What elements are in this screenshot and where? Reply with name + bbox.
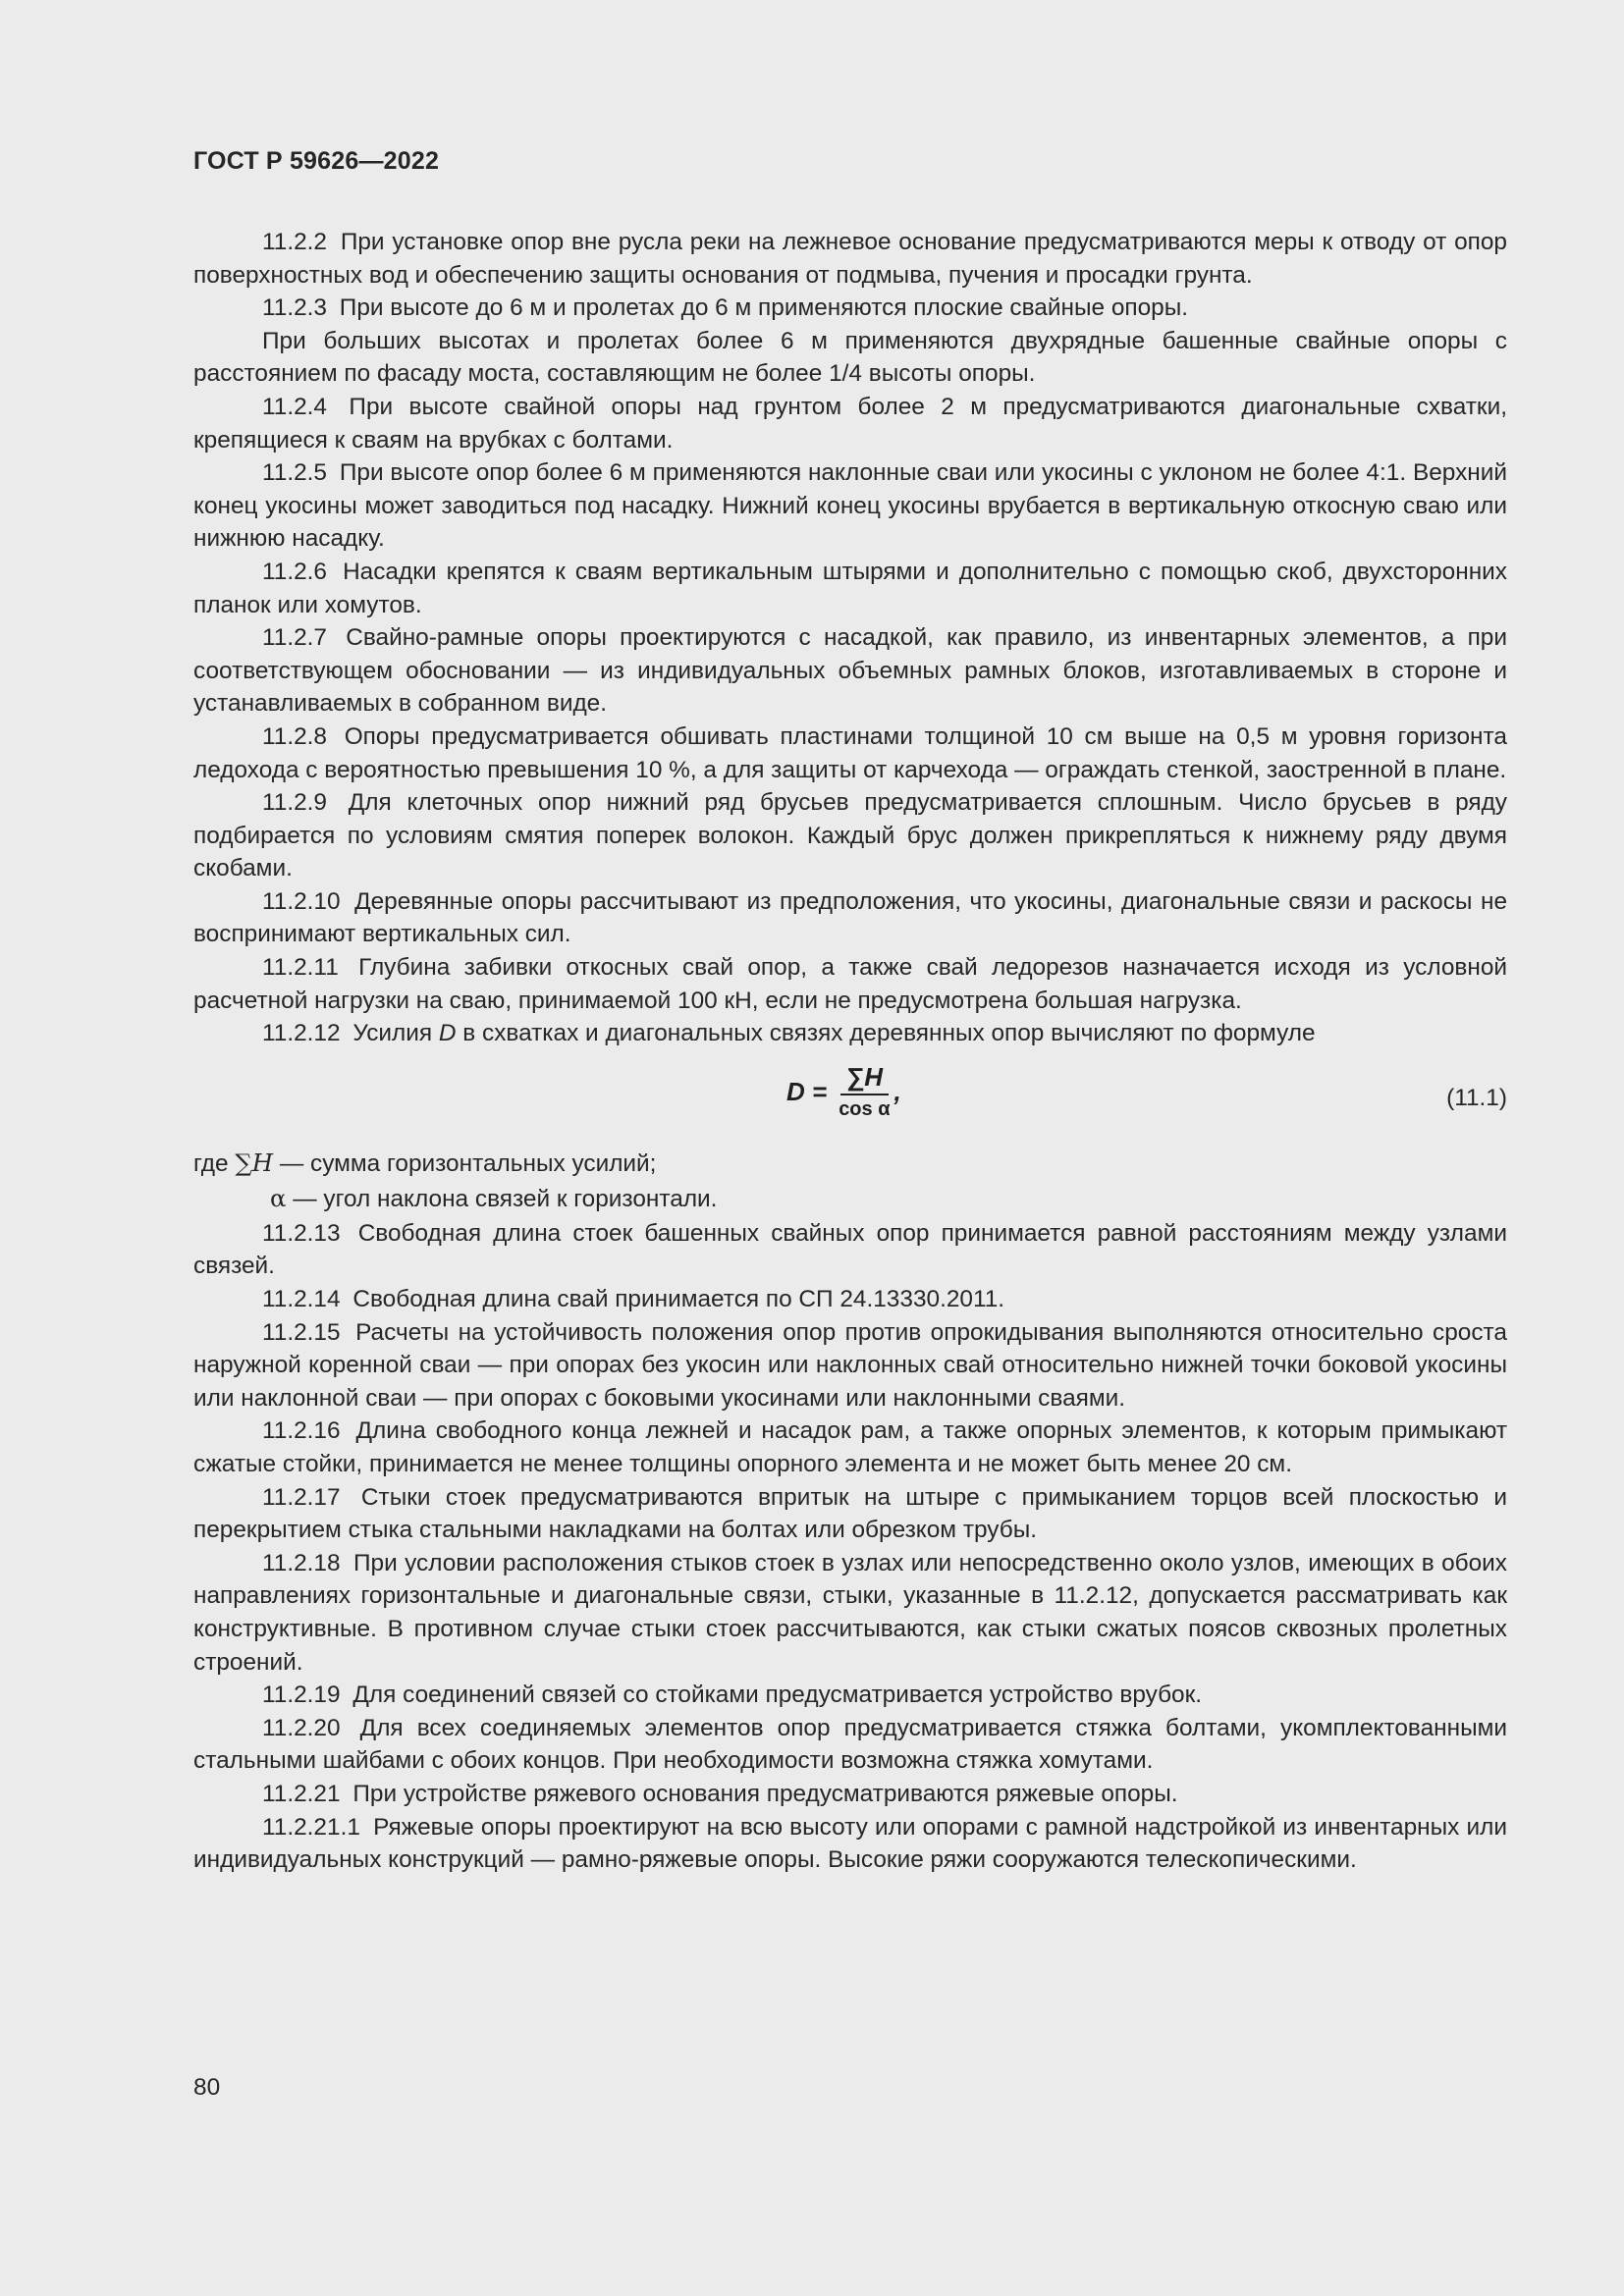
- paragraphs-block-a: [193, 226, 1507, 1017]
- paragraph: [193, 1316, 1507, 1415]
- paragraph: [193, 1712, 1507, 1778]
- clause-number: 11.2.21: [262, 1780, 341, 1807]
- clause-text: Глубина забивки откосных свай опор, а также свай ледорезов назначается исходя из условной расчетной нагрузки на сваю, принимаемой 100 кН, если не предусмотрена большая нагрузка.: [193, 954, 1508, 1014]
- clause-number: 11.2.20: [262, 1714, 341, 1741]
- paragraph: [193, 721, 1507, 786]
- clause-number: 11.2.11: [262, 954, 339, 982]
- clause-text: Свайно-рамные опоры проектируются с насадкой, как правило, из инвентарных элементов, а при соответствующем обосновании — из индивидуальных объемных рамных блоков, изготавливаемых в стороне и устанавливаемых в собранном виде.: [193, 624, 1507, 718]
- clause-number: 11.2.5: [262, 459, 328, 487]
- paragraph: [193, 1415, 1507, 1480]
- formula-lhs: D =: [786, 1077, 828, 1107]
- paragraph: [193, 292, 1507, 325]
- legend-prefix: где: [193, 1149, 229, 1177]
- clause-text: При высоте опор более 6 м применяются наклонные сваи или укосины с уклоном не более 4:1. Верхний конец укосины может заводиться под насадку. Нижний конец укосины врубается в вертикальную откосную сваю или нижнюю насадку.: [193, 459, 1507, 553]
- paragraph: [193, 1547, 1507, 1679]
- paragraphs-block-b: [193, 1217, 1507, 1877]
- paragraph: [193, 786, 1507, 885]
- formula-denominator: cos α: [839, 1097, 891, 1120]
- formula-comma: ,: [893, 1077, 901, 1107]
- variable-d: D: [438, 1020, 457, 1047]
- paragraph: [193, 391, 1507, 456]
- document-body: [193, 226, 1507, 1877]
- clause-text: Насадки крепятся к сваям вертикальным штырями и дополнительно с помощью скоб, двухсторонних планок или хомутов.: [193, 558, 1508, 618]
- clause-number: 11.2.6: [262, 558, 328, 585]
- clause-text: При установке опор вне русла реки на лежневое основание предусматриваются меры к отводу от опор поверхностных вод и обеспечению защиты основания от подмыва, пучения и просадки грунта.: [193, 229, 1507, 289]
- clause-text: Свободная длина стоек башенных свайных опор принимается равной расстояниям между узлами связей.: [193, 1219, 1507, 1280]
- formula-expression: [786, 1062, 901, 1123]
- clause-number: 11.2.19: [262, 1682, 341, 1709]
- clause-text: Для всех соединяемых элементов опор предусматривается стяжка болтами, укомплектованными стальными шайбами с обоих концов. При необходимости возможна стяжка хомутами.: [193, 1714, 1507, 1775]
- paragraph: [193, 325, 1507, 391]
- legend-symbol: ∑H: [235, 1148, 274, 1177]
- paragraph: [193, 1811, 1507, 1877]
- paragraph: [193, 1679, 1507, 1712]
- paragraph: [193, 556, 1507, 621]
- paragraph: [193, 1778, 1507, 1811]
- paragraph: [193, 1481, 1507, 1547]
- clause-number: 11.2.4: [262, 393, 328, 420]
- clause-number: 11.2.7: [262, 624, 328, 652]
- clause-number: 11.2.13: [262, 1219, 341, 1247]
- clause-text: Свободная длина свай принимается по СП 24.13330.2011.: [352, 1286, 1005, 1313]
- paragraph: [193, 456, 1507, 556]
- formula-11-1: [193, 1050, 1507, 1147]
- paragraph: [193, 885, 1507, 951]
- paragraph: [193, 1217, 1507, 1283]
- page-number: 80: [193, 2074, 221, 2101]
- clause-text: Усилия: [352, 1020, 433, 1047]
- paragraph: [193, 1283, 1507, 1316]
- legend-symbol: α: [270, 1183, 287, 1212]
- clause-text: Ряжевые опоры проектируют на всю высоту или опорами с рамной надстройкой из инвентарных или индивидуальных конструкций — рамно-ряжевые опоры. Высокие ряжи сооружаются телескопическими.: [193, 1813, 1507, 1874]
- clause-number: 11.2.8: [262, 722, 328, 750]
- legend-text: — сумма горизонтальных усилий;: [279, 1149, 657, 1177]
- clause-text: При больших высотах и пролетах более 6 м применяются двухрядные башенные свайные опоры с расстоянием по фасаду моста, составляющим не более 1/4 высоты опоры.: [193, 327, 1507, 388]
- clause-text: Для клеточных опор нижний ряд брусьев предусматривается сплошным. Число брусьев в ряду подбирается по условиям смятия поперек волокон. Каждый брус должен прикрепляться к нижнему ряду двумя скобами.: [193, 789, 1508, 882]
- formula-numerator: ∑H: [840, 1062, 889, 1095]
- paragraph-11-2-12: [193, 1017, 1507, 1050]
- formula-fraction: [839, 1062, 890, 1123]
- clause-text: Стыки стоек предусматриваются впритык на штыре с примыканием торцов всей плоскостью и перекрытием стыка стальными накладками на болтах или обрезком трубы.: [193, 1483, 1508, 1544]
- legend-text: — угол наклона связей к горизонтали.: [293, 1185, 718, 1212]
- clause-number: 11.2.17: [262, 1483, 341, 1511]
- clause-number: 11.2.3: [262, 294, 328, 322]
- clause-number: 11.2.15: [262, 1318, 341, 1346]
- paragraph: [193, 226, 1507, 292]
- clause-text: Деревянные опоры рассчитывают из предположения, что укосины, диагональные связи и раскосы не воспринимают вертикальных сил.: [193, 887, 1508, 948]
- clause-text: При условии расположения стыков стоек в узлах или непосредственно около узлов, имеющих в обоих направлениях горизонтальные и диагональные связи, стыки, указанные в 11.2.12, допускается рассматривать как конструктивные. В противном случае стыки стоек рассчитываются, как стыки сжатых поясов сквозных пролетных строений.: [193, 1549, 1508, 1676]
- clause-number: 11.2.9: [262, 789, 328, 817]
- legend-line-sum-h: [193, 1147, 656, 1181]
- clause-number: 11.2.16: [262, 1417, 341, 1445]
- clause-text: При высоте свайной опоры над грунтом более 2 м предусматриваются диагональные схватки, крепящиеся к сваям на врубках с болтами.: [193, 393, 1507, 454]
- clause-text: Длина свободного конца лежней и насадок рам, а также опорных элементов, к которым примыкают сжатые стойки, принимается не менее толщины опорного элемента и не может быть менее 20 см.: [193, 1417, 1508, 1477]
- clause-number: 11.2.10: [262, 887, 341, 915]
- paragraph: [193, 621, 1507, 721]
- clause-text: При устройстве ряжевого основания предусматриваются ряжевые опоры.: [352, 1780, 1178, 1807]
- paragraph: [193, 951, 1507, 1017]
- legend-line-alpha: [270, 1182, 717, 1216]
- standard-header: ГОСТ Р 59626—2022: [193, 147, 440, 175]
- clause-text: Для соединений связей со стойками предусматривается устройство врубок.: [352, 1682, 1203, 1709]
- formula-number: (11.1): [1446, 1084, 1507, 1111]
- formula-legend: [193, 1147, 1507, 1217]
- clause-number: 11.2.18: [262, 1549, 341, 1576]
- clause-text: При высоте до 6 м и пролетах до 6 м применяются плоские свайные опоры.: [339, 294, 1189, 322]
- clause-number: 11.2.14: [262, 1286, 341, 1313]
- clause-text: Опоры предусматривается обшивать пластинами толщиной 10 см выше на 0,5 м уровня горизонта ледохода с вероятностью превышения 10 %, а для защиты от карчехода — ограждать стенкой, заостренной в плане.: [193, 722, 1507, 783]
- clause-number: 11.2.2: [262, 229, 328, 255]
- clause-text: в схватках и диагональных связях деревянных опор вычисляют по формуле: [462, 1020, 1316, 1047]
- clause-text: Расчеты на устойчивость положения опор против опрокидывания выполняются относительно сроста наружной коренной сваи — при опорах без укосин или наклонных свай относительно нижней точки боковой укосины или наклонной сваи — при опорах с боковыми укосинами или наклонными сваями.: [193, 1318, 1508, 1412]
- clause-number: 11.2.12: [262, 1020, 341, 1047]
- clause-number: 11.2.21.1: [262, 1813, 360, 1841]
